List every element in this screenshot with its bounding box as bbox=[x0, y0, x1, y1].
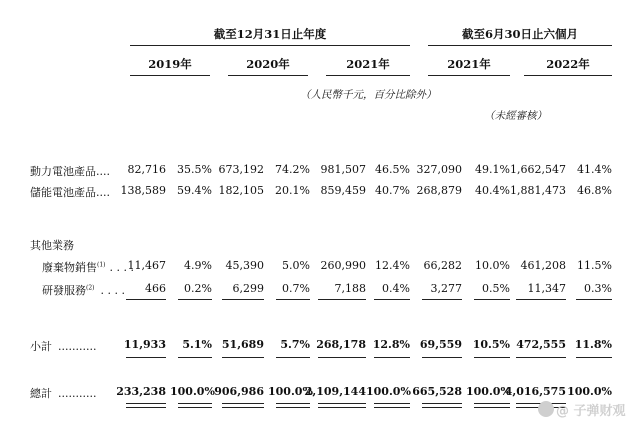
cell-rnd-2020: 6,299 bbox=[232, 282, 264, 295]
leader-dots: . . . . bbox=[100, 284, 125, 297]
leader-dots: .... bbox=[96, 165, 110, 178]
cell-subtotal-h1-2021: 69,559 bbox=[419, 338, 462, 351]
cell-waste-2020: 45,390 bbox=[225, 259, 264, 272]
cell-waste-h1-2021-pct: 10.0% bbox=[475, 259, 510, 272]
footnote-mark-1: (1) bbox=[97, 261, 106, 269]
cell-waste-2021: 260,990 bbox=[320, 259, 366, 272]
cell-storage-2021: 859,459 bbox=[320, 184, 366, 197]
row-label-storage-battery bbox=[30, 184, 110, 200]
underline-total-h1-2022-pct bbox=[576, 357, 612, 358]
rule-2022-h1 bbox=[524, 75, 612, 76]
underline-subtotal-2021 bbox=[318, 299, 366, 300]
cell-subtotal-2019: 11,933 bbox=[123, 338, 166, 351]
row-label-text: 小計 bbox=[30, 340, 52, 353]
underline-subtotal-h1-2022 bbox=[516, 299, 566, 300]
underline-total-2019-pct bbox=[178, 357, 212, 358]
year-2019: 2019年 bbox=[148, 57, 192, 71]
row-label-rnd-services bbox=[42, 282, 125, 298]
row-label-total bbox=[30, 385, 96, 401]
cell-power-2019: 82,716 bbox=[127, 163, 166, 176]
cell-total-2019-pct: 100.0% bbox=[170, 385, 215, 398]
unit-note: （人民幣千元，百分比除外） bbox=[300, 89, 437, 101]
underline-subtotal-2020 bbox=[222, 299, 264, 300]
leader-dots: .... bbox=[96, 186, 110, 199]
row-label-text: 總計 bbox=[30, 387, 52, 400]
underline-total-2020 bbox=[222, 357, 264, 358]
cell-subtotal-2021-pct: 12.8% bbox=[372, 338, 410, 351]
cell-power-h1-2021-pct: 49.1% bbox=[475, 163, 510, 176]
cell-waste-2020-pct: 5.0% bbox=[282, 259, 310, 272]
cell-subtotal-h1-2022: 472,555 bbox=[516, 338, 566, 351]
cell-storage-h1-2021: 268,879 bbox=[416, 184, 462, 197]
underline-subtotal-2019-pct bbox=[178, 299, 212, 300]
underline-subtotal-h1-2021-pct bbox=[474, 299, 510, 300]
row-label-text: 動力電池產品 bbox=[30, 165, 96, 178]
rule-2020 bbox=[228, 75, 308, 76]
underline-subtotal-h1-2022-pct bbox=[576, 299, 612, 300]
row-label-text: 儲能電池產品 bbox=[30, 186, 96, 199]
underline-total-2021-pct bbox=[374, 357, 410, 358]
cell-rnd-2019-pct: 0.2% bbox=[184, 282, 212, 295]
cell-power-h1-2021: 327,090 bbox=[416, 163, 462, 176]
cell-power-2020-pct: 74.2% bbox=[275, 163, 310, 176]
row-label-text: 廢棄物銷售 bbox=[42, 261, 97, 274]
year-2021: 2021年 bbox=[346, 57, 390, 71]
double-underline-2021-pct bbox=[374, 403, 410, 408]
watermark-text: @ 子弹财观 bbox=[556, 404, 626, 419]
cell-rnd-2019: 466 bbox=[145, 282, 166, 295]
cell-storage-h1-2022: 1,881,473 bbox=[510, 184, 566, 197]
rule-2021 bbox=[326, 75, 410, 76]
cell-storage-2020-pct: 20.1% bbox=[275, 184, 310, 197]
section-other-business: 其他業務 bbox=[30, 239, 74, 252]
year-2020: 2020年 bbox=[246, 57, 290, 71]
cell-total-h1-2021: 665,528 bbox=[412, 385, 462, 398]
double-underline-h1-2021 bbox=[422, 403, 462, 408]
cell-waste-h1-2022-pct: 11.5% bbox=[577, 259, 612, 272]
logo-circle-icon bbox=[538, 401, 554, 417]
cell-rnd-h1-2021: 3,277 bbox=[430, 282, 462, 295]
rule-six-months bbox=[428, 45, 612, 46]
underline-subtotal-2021-pct bbox=[374, 299, 410, 300]
cell-waste-h1-2022: 461,208 bbox=[520, 259, 566, 272]
cell-storage-2021-pct: 40.7% bbox=[375, 184, 410, 197]
cell-total-2020-pct: 100.0% bbox=[268, 385, 313, 398]
header-group-six-months: 截至6月30日止六個月 bbox=[461, 27, 578, 41]
cell-storage-2019-pct: 59.4% bbox=[177, 184, 212, 197]
cell-subtotal-2021: 268,178 bbox=[316, 338, 366, 351]
underline-total-h1-2022 bbox=[516, 357, 566, 358]
cell-waste-2021-pct: 12.4% bbox=[375, 259, 410, 272]
leader-dots: ........... bbox=[58, 387, 97, 400]
cell-rnd-2021: 7,188 bbox=[334, 282, 366, 295]
underline-total-h1-2021-pct bbox=[474, 357, 510, 358]
underline-subtotal-2019 bbox=[126, 299, 166, 300]
cell-storage-2019: 138,589 bbox=[120, 184, 166, 197]
row-label-text: 研發服務 bbox=[42, 284, 86, 297]
leader-dots: ........... bbox=[58, 340, 97, 353]
cell-subtotal-2020: 51,689 bbox=[221, 338, 264, 351]
leader-dots: . . . . bbox=[109, 261, 134, 274]
cell-power-2021-pct: 46.5% bbox=[375, 163, 410, 176]
year-2022-h1: 2022年 bbox=[546, 57, 590, 71]
row-label-subtotal bbox=[30, 338, 96, 354]
double-underline-2021 bbox=[318, 403, 366, 408]
cell-power-2021: 981,507 bbox=[320, 163, 366, 176]
rule-2021-h1 bbox=[428, 75, 510, 76]
cell-rnd-2020-pct: 0.7% bbox=[282, 282, 310, 295]
underline-subtotal-2020-pct bbox=[276, 299, 310, 300]
cell-power-h1-2022: 1,662,547 bbox=[510, 163, 566, 176]
underline-total-2020-pct bbox=[276, 357, 310, 358]
underline-total-2021 bbox=[318, 357, 366, 358]
cell-subtotal-2019-pct: 5.1% bbox=[182, 338, 212, 351]
rule-year-end bbox=[130, 45, 410, 46]
cell-power-2020: 673,192 bbox=[218, 163, 264, 176]
double-underline-h1-2021-pct bbox=[474, 403, 510, 408]
rule-2019 bbox=[130, 75, 210, 76]
underline-total-h1-2021 bbox=[422, 357, 462, 358]
cell-rnd-2021-pct: 0.4% bbox=[382, 282, 410, 295]
double-underline-2020-pct bbox=[276, 403, 310, 408]
cell-total-2021-pct: 100.0% bbox=[366, 385, 411, 398]
cell-rnd-h1-2021-pct: 0.5% bbox=[482, 282, 510, 295]
cell-waste-2019-pct: 4.9% bbox=[184, 259, 212, 272]
header-group-year-end: 截至12月31日止年度 bbox=[213, 27, 327, 41]
underline-subtotal-h1-2021 bbox=[422, 299, 462, 300]
row-label-power-battery bbox=[30, 163, 110, 179]
year-2021-h1: 2021年 bbox=[447, 57, 491, 71]
cell-rnd-h1-2022: 11,347 bbox=[527, 282, 566, 295]
cell-total-2019: 233,238 bbox=[116, 385, 166, 398]
cell-total-h1-2021-pct: 100.0% bbox=[466, 385, 511, 398]
cell-subtotal-h1-2022-pct: 11.8% bbox=[574, 338, 612, 351]
double-underline-2019 bbox=[126, 403, 166, 408]
cell-total-2021: 2,109,144 bbox=[304, 385, 366, 398]
footnote-mark-2: (2) bbox=[86, 284, 95, 292]
underline-total-2019 bbox=[126, 357, 166, 358]
cell-waste-2019: 11,467 bbox=[127, 259, 166, 272]
double-underline-2019-pct bbox=[178, 403, 212, 408]
cell-storage-h1-2022-pct: 46.8% bbox=[577, 184, 612, 197]
unaudited-note: （未經審核） bbox=[484, 110, 547, 122]
cell-waste-h1-2021: 66,282 bbox=[423, 259, 462, 272]
cell-storage-2020: 182,105 bbox=[218, 184, 264, 197]
cell-total-h1-2022: 4,016,575 bbox=[504, 385, 566, 398]
cell-subtotal-2020-pct: 5.7% bbox=[280, 338, 310, 351]
cell-total-2020: 906,986 bbox=[214, 385, 264, 398]
cell-storage-h1-2021-pct: 40.4% bbox=[475, 184, 510, 197]
cell-total-h1-2022-pct: 100.0% bbox=[567, 385, 612, 398]
cell-subtotal-h1-2021-pct: 10.5% bbox=[472, 338, 510, 351]
cell-power-2019-pct: 35.5% bbox=[177, 163, 212, 176]
cell-rnd-h1-2022-pct: 0.3% bbox=[584, 282, 612, 295]
double-underline-2020 bbox=[222, 403, 264, 408]
cell-power-h1-2022-pct: 41.4% bbox=[577, 163, 612, 176]
